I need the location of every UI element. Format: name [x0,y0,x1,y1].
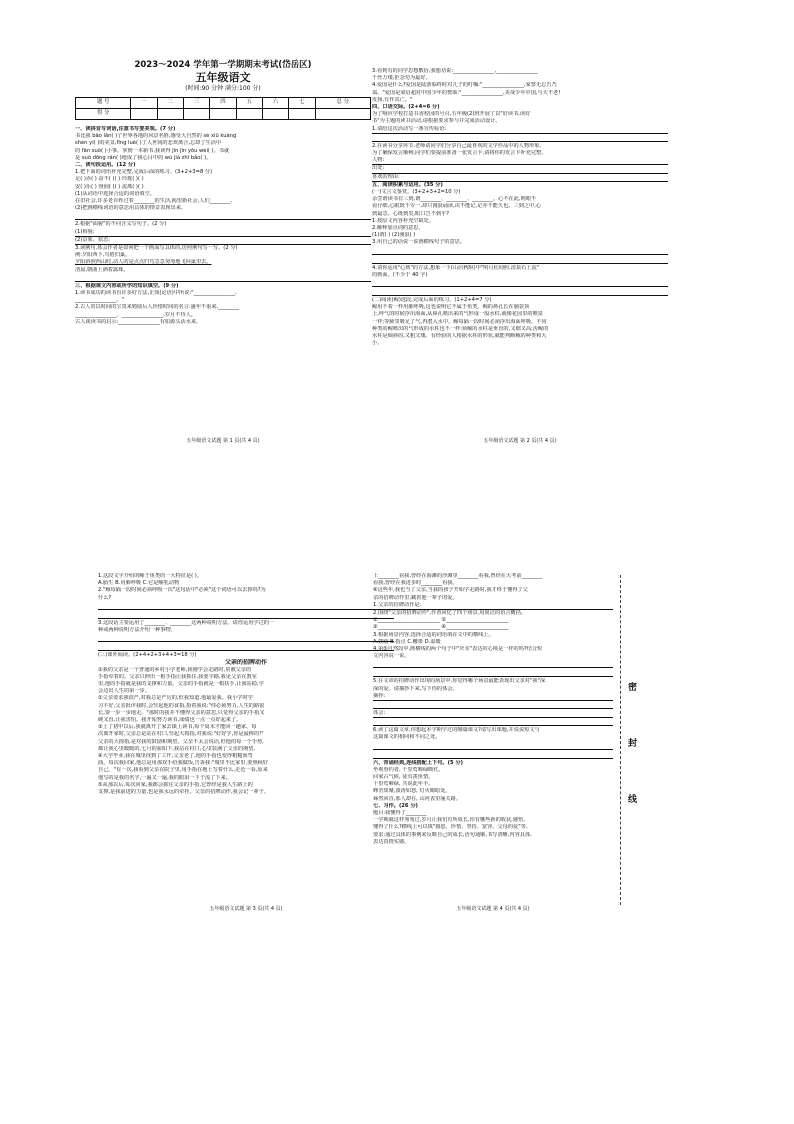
text-line: 为了确保发言顺畅,同学们要提前准备一张发言卡,请将你的发言卡补充完整。 [372,150,547,157]
text-line: 1.这段文字介绍的鲸于鱼类的一大特征是( )。 [98,573,203,579]
seal-char-xian: 线 [628,795,638,805]
score-cell[interactable] [289,109,315,120]
text-line: 3.这段话主要运用了________、________这两种说明方法。请你运用学过的一 [98,619,275,626]
text-line: 父亲的招牌动作 [224,659,267,667]
text-line: ________________。________________,岁月不待人。 [75,311,196,318]
text-line: 要求:通过具体的事例来反映自己的成长,语句通顺,书写清晰,内容具体, [373,831,532,838]
text-line: ⑥这些年,我也当了父亲,当我的孩子开始学走路时,我才终于懂得了父 [373,587,528,594]
score-head-cell: 四 [210,98,236,109]
text-line: 一学期就这样匆匆过,岁月让我们有所成长,你有哪些新的收获,感悟, [373,817,525,824]
section-heading: 七、习作。(26 分) [373,802,418,809]
text-line: 坐观垂钓者, 千里莺啼绿映红。 [373,766,444,773]
text-line: ③________________________ ④________________________ [373,624,509,631]
text-line: 体会: [373,710,613,718]
text-line: 里,他的手指就是我的支撑和力量。父亲的手指就是一根扶手,让我站稳,学 [98,681,264,688]
score-cell[interactable] [157,109,183,120]
text-line: 余尝谓读书有三到,谓________、________、________。心不在此,则眼不 [372,196,537,203]
text-line: 回家占气候, 徒有羡鱼情。 [373,774,434,781]
text-line: 这篇课文的相同和不同之处。 [373,734,441,741]
text-line: 表达真情实感。 [373,838,410,845]
text-line: 支撑,是我前进的力量,也是我永远的牵挂。父亲的招牌动作,我会记一辈子。 [98,789,269,796]
text-line: 峰峦如聚,波涛如怒, 灯火晦暗处。 [373,788,451,795]
text-line: 什么? [98,594,112,601]
text-line: (1)相貌: [75,229,371,237]
page-footer: 五年级语文试题 第 4 页(共 4 页) [456,905,530,912]
text-line: 3.根据场景内容,选择合适的词语填在文中的横线上。 [373,631,494,638]
section-heading: 一、读拼音写词语,注意书写要美观。(7 分) [75,126,176,132]
text-line: 手指牵着的。父亲只伸出一根手指让我抓住,我要学路,我见父亲在教室 [98,673,257,680]
text-line: 书"为主题的读书活动,请根据要求参与并完成活动设计。 [372,118,501,125]
text-line: 2.根据"面貌"的不同含义写句子。(2 分) [75,221,167,228]
text-line: 一样;等肺里吸足了气,再潜入水中。鲸每隔一段时间必须浮出海面呼吸。不同 [372,318,547,325]
text-line: 鲸用不着一样用肺呼吸,这也说明它不属于鱼类。鲸的鼻孔长在脑袋顶 [372,304,530,311]
text-line: ⑤从那以后,每次回家,我都会握住父亲的手指,它曾经是我人生路上的 [98,781,253,788]
page-1-body [75,126,371,326]
text-line: 深的爱。请摘抄下来,写下你的体会。 [373,685,458,692]
page-4-body [373,573,613,846]
section-heading: 六、背诵经典,连线搭配上下句。(5 分) [373,759,463,766]
score-row-label: 得 分 [76,109,131,120]
text-line: 安( )乐( ) 囫囵( )( ) 流离( )( ) [75,183,144,190]
text-line: 都让我心里暖暖的,七月的骄阳下,我站在村口,心里装满了父亲的期望。 [98,745,259,752]
text-line: ①________________________ ②________________________ [373,617,509,624]
answer-line[interactable] [75,274,371,282]
text-line: 会迈出人生的第一步。 [98,688,150,695]
text-line: 父亲的大拇指,是对我的鼓励和期望。父亲不太会说话,但他的每一个手势, [98,738,264,745]
text-line: 人物: [372,157,668,165]
text-line: 1.父亲的招牌动作是: [373,602,613,610]
answer-line[interactable] [98,611,394,619]
exam-subject: 五年级语文 [195,71,251,84]
text-line: 4.第⑤自然段中,画横线的两个句子中"庆幸"表达的心境是一样的吗?结合短 [373,646,543,653]
text-line: ①我的父亲是一个普通的乡村小学老师,我刚学会走路时,常被父亲的 [98,666,252,673]
page-footer: 五年级语文试题 第 3 页(共 4 页) [209,905,283,912]
text-line: (三)课外阅读。(2+4+2+3+4+3=18 分) [98,652,197,659]
text-line: 他写的是我的名字,一遍又一遍,我的眼泪一下子流了下来。 [98,774,231,781]
score-cell[interactable] [315,109,371,120]
text-line: 硬又直,让我害怕。我开始努力读书,成绩也一点一点好起来了。 [98,717,242,724]
text-line: 蓦然回首,那人却在, 山河表里潼关路。 [373,795,461,802]
answer-line[interactable] [372,247,668,255]
seal-char-mi: 密 [628,683,638,693]
answer-line[interactable] [372,279,668,287]
text-line: 的画面。(不少于 40 字) [372,271,428,278]
answer-line[interactable] [373,660,613,668]
score-head-cell: 二 [157,98,183,109]
text-line: 1.请给这次活动写一条宣传标语: [372,126,668,134]
text-line: 1.按原文内容补充空缺处。 [372,217,435,224]
answer-line[interactable] [372,256,668,264]
text-line: 上,呼气的时候浮出海面,从鼻孔喷出来的气形成一股水柱,就像花园里的喷泉 [372,311,543,318]
text-line: 小。 [372,340,383,347]
exam-meta: (时间:90 分钟 满分:100 分) [185,85,261,92]
text-line: 是 suǒ dōng rǎn( )地成了我心目中的 wú jià zhī bǎo( )。 [75,154,212,161]
text-line: 种类的鲸喷出的气形成的水柱也不一样:须鲸的水柱是垂直的,又细又高;齿鲸的 [372,325,549,332]
text-line: 文内容说一说。 [373,653,410,660]
text-line: 次离开家时,父亲总是站在村口,竖起大拇指,对我说:"好好学,你是最棒的!" [98,731,264,738]
text-line: 3.用自己的话说一说画横线句子的意思。 [372,239,466,246]
text-line: 2.古人常以时间的宝贵来勉励后人珍惜时间的名言:盛年不重来,________ [75,304,239,311]
text-line: 4.请你运用"心到"的方法,想象一下(山居秋暝)中"明月松间照,清泉石上流" [372,264,540,271]
section-heading: 五、阅读积累与运用。(35 分) [372,181,443,188]
exam-page-1 [75,60,371,445]
exam-page-4 [373,573,613,913]
answer-line[interactable] [98,602,394,610]
answer-line[interactable] [373,751,613,759]
text-line: 出处: [372,165,668,173]
text-line: 5.在文章的招牌动作出现的场景中,你觉得哪个场景最能表现出父亲对"我"深 [373,678,546,685]
text-line: 题目:我懂得了________ [373,810,427,817]
text-line: (二)阅读(鲸)选段,完成后面的练习。(1+2+4=7 分) [372,297,492,304]
text-line: 自己。"有一次,我看到父亲在院子里,用手指在地上写着什么,走近一看,原来 [98,767,268,774]
score-cell[interactable] [184,109,210,120]
text-line: 曲。每次我回家,他总是用那双手给我做饭,告诉我:"城里不比家里,要照顾好 [98,760,268,767]
score-head-cell: 一 [131,98,157,109]
page-footer: 五年级语文试题 第 2 页(共 4 页) [483,437,557,444]
score-cell[interactable] [262,109,288,120]
text-line: 6.读了这篇文章,你想起本学期学过的哪篇课文?请写出课题,并说说短文与 [373,727,540,734]
text-line: 4.爱国是什么?爱国是陆游临终时对儿子的叮嘱:"________________,家祭无忘告乃 [372,82,557,89]
score-head-cell: 总 分 [315,98,371,109]
text-line: A.胎生 B.用肺呼吸 C.它是哺乳动物 [98,580,180,587]
score-cell[interactable] [236,109,262,120]
score-head-cell: 题 号 [76,98,131,109]
text-line: A.鼓励 B.指点 C.鞭策 D.温暖 [373,638,441,645]
exam-page-3 [98,573,394,913]
seal-char-feng: 封 [628,739,638,749]
text-line: 看我,曾经在我进步时________看我。 [373,580,458,587]
score-head-cell: 六 [262,98,288,109]
answer-line[interactable] [373,669,613,677]
text-line: 例:夕阳西下,鸟倦归巢。 [75,252,131,259]
answer-line[interactable] [98,634,394,642]
text-line: 发扬,有作其亡。" [372,96,413,103]
text-line: (2)景象、状态: [75,237,371,245]
text-line: 足( )赤( ) 奋不( )( ) 玲珑( )( ) [75,176,144,183]
text-line: (1)从词语中选择合适的词语填空。 [75,190,155,197]
score-head-cell: 七 [289,98,315,109]
text-line: 上________看我,曾经在海滩的沙滩里________看我,曾经在大考前________ [373,573,543,579]
answer-line[interactable] [75,212,371,220]
text-line: 3.读例句,体会作者是如何把一个画面写具体的,仿照例句写一写。(2 分) [75,245,238,252]
text-line: 喜欢的理由: [372,174,668,182]
text-line: 十里莺啼绿, 共说此年丰。 [373,781,434,788]
text-line: 千丝万缕,拒念勿为最好。 [372,75,431,82]
text-line: 水柱是倾斜的,又粗又矮。有经验的人根据水柱的形状,就能判断鲸的种类和大 [372,333,547,340]
answer-line[interactable] [372,134,668,142]
text-line: (2)把画横线词语的意思用具体的情景表现出来。 [75,205,187,212]
answer-line[interactable] [98,643,394,651]
page-footer: 五年级语文试题 第 1 页(共 4 页) [186,437,260,444]
text-line: 看仔细,心眼既不专一,却只漫浪诵读,决不能记,记亦不能久也。三到之中,心 [372,203,542,210]
text-line: 摘抄: [373,693,613,701]
answer-line[interactable] [373,701,613,709]
text-line: ④大学毕业,我在城里找到了工作,父亲老了,他的手指也变得粗糙而弯 [98,753,253,760]
text-line: (1)谓( ) (2)漫浪( ) [372,232,416,239]
section-heading: 三、根据课文内容或所学的知识填空。(9 分) [75,282,179,289]
text-line: 1.把下面的词语补充完整,完成后面的练习。(3+2+3=8 分) [75,169,213,176]
section-heading: 四、口语交际。(2+4=6 分) [372,104,440,111]
text-line: 古人谈读书的启示:________________有如源头活水来。 [75,318,202,325]
page-3-body [98,573,394,796]
answer-line[interactable] [373,718,613,726]
text-line: shén yí( )的美景,fǐng luè( )了人世间的悲欢离合,忘却了生活中 [75,140,222,147]
text-line: 到最急。心既到矣,眼口岂不到乎? [372,210,450,217]
text-line: 3.看到有的同学思想敷衍,我想劝说:________________,________________ [372,68,538,74]
score-cell[interactable] [210,109,236,120]
page-2-body [372,68,668,348]
text-line: 亲的招牌动作里,藏着他一辈子的爱。 [373,594,458,601]
text-line: 2."鲸每隔一段时间必须呼吸一次"这句话中"必须"这个词语可以去掉吗?为 [98,587,266,594]
text-line: 为了响应学校打造书香校园的号召,五年级(2)班开展了以"好读书,读好 [372,111,531,118]
score-head-cell: 三 [184,98,210,109]
text-line: 的 fān suǒ( )小事。掌到一本新书,我读得 jīn jīn yǒu wèi( )。书就 [75,147,230,154]
text-line: ②父亲要求我很严,对我总是严厉的,但我知道,他最爱我。我小学时学 [98,695,253,702]
text-line: 懂得了什么?横线上可以填"感恩、珍惜、坚持、宽容、父母的爱"等。 [373,824,531,831]
answer-line[interactable] [373,742,613,750]
score-table [75,97,371,120]
exam-title: 2023～2024 学年第一学期期末考试(岱岳区) [134,60,312,70]
seal-line [620,575,621,905]
text-line: 长,要一步一步地走。"那时的我并不懂得父亲的意思,只觉得父亲的手指又 [98,709,265,716]
text-line: 书比我 bǎo lǎn( )了世界各地的风景名胜,感受大自然的 sè xiū kuàng [75,133,237,140]
score-head-cell: 五 [236,98,262,109]
text-line: 翁。"爱国是梁启超对中国少年的赞颂:"________________,美哉少年中国,与天不老! [372,89,561,96]
text-line: ③上了初中以后,我就离开了家去镇上读书,每个周末才能回一趟家。每 [98,724,257,731]
text-line: 2.围绕"父亲的招牌动作",作者回忆了四个场景,用简洁的语言概括。 [373,610,527,617]
text-line: (一)文言文鉴赏。(3+2+3+2=10 分) [372,189,461,196]
text-line: ________________。" [75,297,125,304]
text-line: 夕阳斜照西山时,动人的是点点归鸟急急匆匆地飞回巢里去。 [75,259,212,266]
section-heading: 二、读句段运用。(12 分) [75,162,136,169]
score-cell[interactable] [131,109,157,120]
text-line: 在旧社会,许多老百姓过着________的生活,渴望新社会,人们________。 [75,198,236,205]
text-line: 习不好,父亲批评我时,会竖起他的食指,指着我说:"你必须努力,人生的路很 [98,702,265,709]
text-line: 2.在读书分享环节,老师请同学们分享自己最喜欢的文学作品中的人物形象。 [372,142,545,149]
text-line: 清晨,朝曲上洒着露珠。 [75,266,129,273]
text-line: 2.解释加点词的意思。 [372,225,424,232]
text-line: 1.读书成功的读书有许多好方法,正如(论语)中所说:"________________, [75,290,237,297]
text-line: 种或两种说明方法介绍一种事物。 [98,627,176,634]
exam-page-2 [372,68,668,445]
answer-line[interactable] [372,288,668,296]
